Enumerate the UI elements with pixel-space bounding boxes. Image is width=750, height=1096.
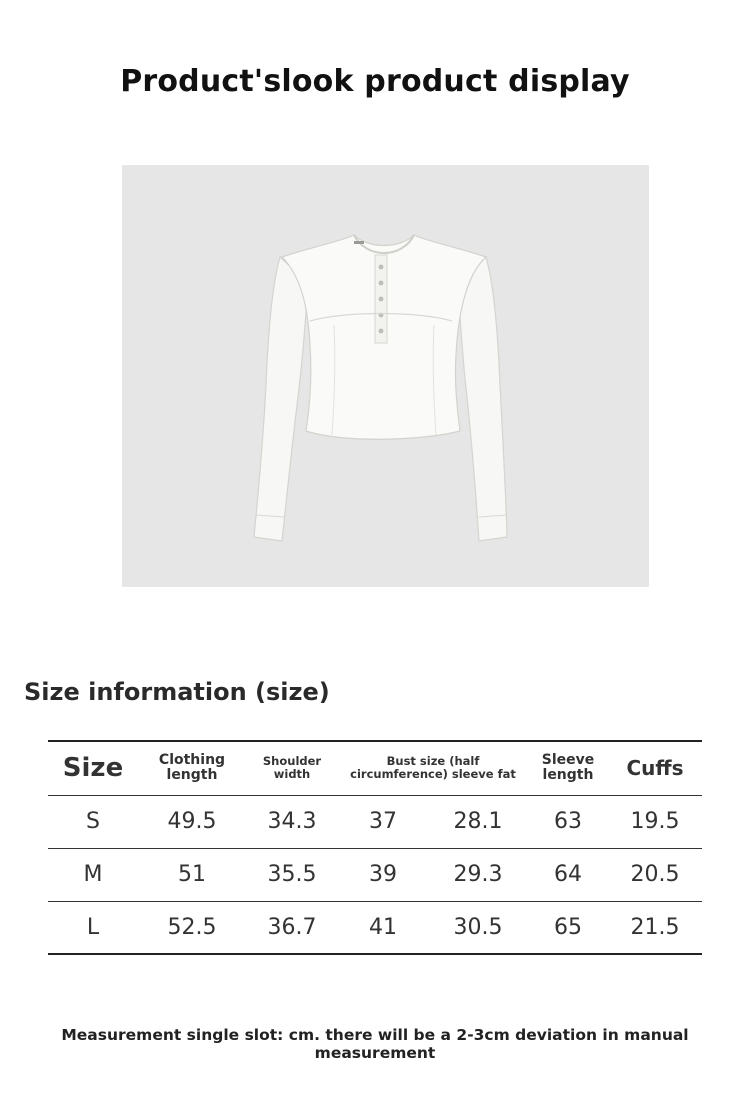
cell-bust: 37 (369, 809, 397, 834)
cell-sleeve-length: 63 (554, 809, 582, 834)
cell-length: 52.5 (167, 914, 217, 940)
cell-sleeve-fat: 28.1 (453, 809, 503, 834)
cell-cuffs: 21.5 (630, 914, 680, 940)
cell-length: 51 (178, 862, 206, 887)
cell-size: S (86, 809, 100, 834)
table-header-row (48, 741, 702, 795)
cell-size: M (83, 862, 103, 887)
cell-cuffs: 20.5 (630, 862, 680, 887)
cell-sleeve-fat: 30.5 (453, 914, 503, 940)
col-header-clothing-length: Clothing length (158, 752, 226, 784)
cell-cuffs: 19.5 (630, 809, 680, 834)
cell-shoulder: 36.7 (267, 914, 317, 940)
cell-bust: 41 (369, 914, 397, 940)
col-header-bust-sleeve-fat: Bust size (half circumference) sleeve fat (350, 754, 516, 782)
cell-length: 49.5 (167, 809, 217, 834)
cell-sleeve-fat: 29.3 (453, 862, 503, 887)
size-section-title: Size information (size) (24, 678, 330, 706)
cell-sleeve-length: 65 (554, 914, 582, 940)
cell-size: L (86, 914, 100, 940)
col-header-sleeve-length: Sleeve length (541, 752, 595, 784)
cell-sleeve-length: 64 (554, 862, 582, 887)
table-row (48, 901, 702, 954)
cell-shoulder: 34.3 (267, 809, 317, 834)
table-row (48, 795, 702, 848)
product-image (122, 165, 649, 587)
col-header-cuffs: Cuffs (626, 756, 684, 781)
table-row (48, 848, 702, 901)
shirt-illustration (122, 165, 649, 587)
col-header-size: Size (62, 753, 124, 784)
col-header-shoulder-width: Shoulder width (262, 754, 322, 782)
page-title: Product'slook product display (120, 64, 630, 99)
measurement-footnote: Measurement single slot: cm. there will be a 2-3cm deviation in manual measurement (61, 1026, 689, 1062)
cell-shoulder: 35.5 (267, 862, 317, 887)
cell-bust: 39 (369, 862, 397, 887)
size-table (48, 740, 702, 955)
